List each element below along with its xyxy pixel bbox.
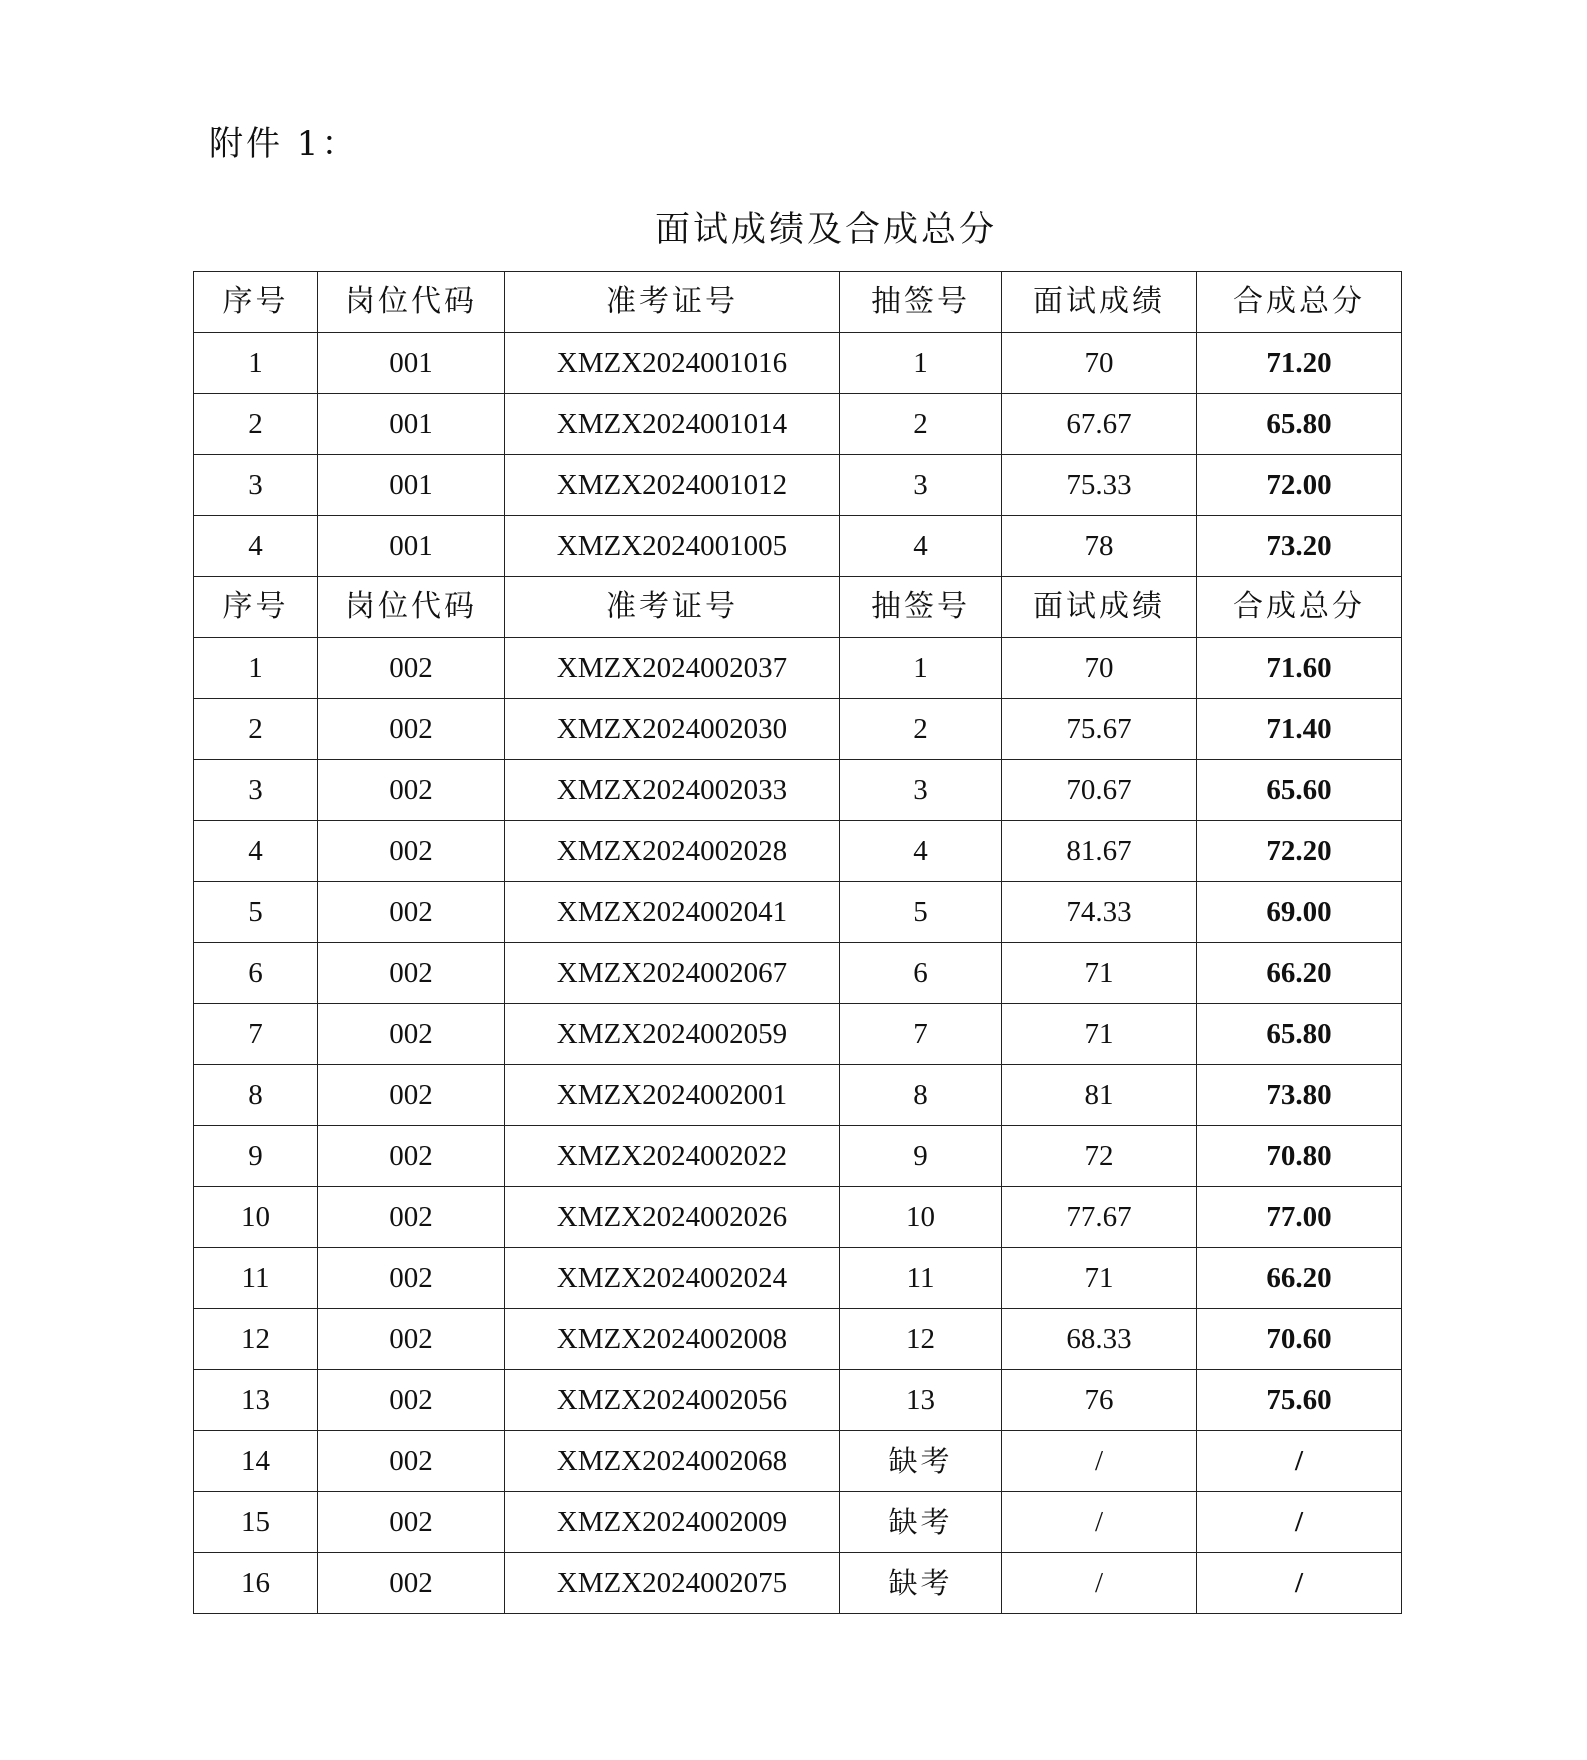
table-row (194, 1004, 1402, 1065)
lot-number-cell: 7 (840, 1004, 1002, 1065)
exam-id-cell: XMZX2024002001 (505, 1065, 840, 1126)
total-score-cell: 72.00 (1197, 455, 1402, 516)
exam-id-cell: XMZX2024002024 (505, 1248, 840, 1309)
total-score-cell: 65.80 (1197, 1004, 1402, 1065)
exam-id-cell: XMZX2024002022 (505, 1126, 840, 1187)
exam-id-cell: XMZX2024002030 (505, 699, 840, 760)
post-code-cell: 002 (318, 821, 505, 882)
table-row (194, 394, 1402, 455)
seq-cell: 4 (194, 516, 318, 577)
header-interview-score: 面试成绩 (1002, 577, 1197, 638)
total-score-cell: 66.20 (1197, 943, 1402, 1004)
table-row (194, 1431, 1402, 1492)
interview-score-cell: 71 (1002, 943, 1197, 1004)
interview-score-cell: 76 (1002, 1370, 1197, 1431)
interview-score-cell: 75.67 (1002, 699, 1197, 760)
post-code-cell: 002 (318, 1126, 505, 1187)
total-score-cell: 75.60 (1197, 1370, 1402, 1431)
exam-id-cell: XMZX2024002026 (505, 1187, 840, 1248)
table-row (194, 1065, 1402, 1126)
total-score-cell: 66.20 (1197, 1248, 1402, 1309)
total-score-cell: 70.80 (1197, 1126, 1402, 1187)
seq-cell: 1 (194, 333, 318, 394)
interview-score-cell: 70.67 (1002, 760, 1197, 821)
exam-id-cell: XMZX2024001012 (505, 455, 840, 516)
seq-cell: 2 (194, 699, 318, 760)
post-code-cell: 002 (318, 1004, 505, 1065)
lot-number-cell: 2 (840, 699, 1002, 760)
total-score-cell: 71.60 (1197, 638, 1402, 699)
post-code-cell: 002 (318, 1431, 505, 1492)
table-row (194, 333, 1402, 394)
total-score-cell: 71.20 (1197, 333, 1402, 394)
seq-cell: 12 (194, 1309, 318, 1370)
lot-number-cell: 缺考 (840, 1431, 1002, 1492)
exam-id-cell: XMZX2024002009 (505, 1492, 840, 1553)
interview-score-cell: 77.67 (1002, 1187, 1197, 1248)
seq-cell: 7 (194, 1004, 318, 1065)
lot-number-cell: 11 (840, 1248, 1002, 1309)
seq-cell: 11 (194, 1248, 318, 1309)
post-code-cell: 002 (318, 1553, 505, 1614)
post-code-cell: 002 (318, 1370, 505, 1431)
total-score-cell: 65.80 (1197, 394, 1402, 455)
total-score-cell: 65.60 (1197, 760, 1402, 821)
exam-id-cell: XMZX2024001014 (505, 394, 840, 455)
total-score-cell: 73.80 (1197, 1065, 1402, 1126)
lot-number-cell: 12 (840, 1309, 1002, 1370)
header-row (194, 272, 1402, 333)
post-code-cell: 002 (318, 699, 505, 760)
lot-number-cell: 3 (840, 760, 1002, 821)
interview-score-cell: 78 (1002, 516, 1197, 577)
seq-cell: 16 (194, 1553, 318, 1614)
header-lot-number: 抽签号 (840, 577, 1002, 638)
post-code-cell: 002 (318, 760, 505, 821)
exam-id-cell: XMZX2024002033 (505, 760, 840, 821)
exam-id-cell: XMZX2024002059 (505, 1004, 840, 1065)
table-row (194, 516, 1402, 577)
exam-id-cell: XMZX2024002028 (505, 821, 840, 882)
interview-score-cell: 71 (1002, 1248, 1197, 1309)
seq-cell: 2 (194, 394, 318, 455)
table-row (194, 821, 1402, 882)
interview-score-cell: 81.67 (1002, 821, 1197, 882)
lot-number-cell: 6 (840, 943, 1002, 1004)
table-row (194, 1309, 1402, 1370)
header-exam-id: 准考证号 (505, 272, 840, 333)
lot-number-cell: 1 (840, 638, 1002, 699)
table-row (194, 760, 1402, 821)
total-score-cell: 70.60 (1197, 1309, 1402, 1370)
table-row (194, 1248, 1402, 1309)
table-row (194, 455, 1402, 516)
seq-cell: 4 (194, 821, 318, 882)
post-code-cell: 002 (318, 1492, 505, 1553)
lot-number-cell: 2 (840, 394, 1002, 455)
header-total-score: 合成总分 (1197, 577, 1402, 638)
header-post-code: 岗位代码 (318, 577, 505, 638)
seq-cell: 10 (194, 1187, 318, 1248)
exam-id-cell: XMZX2024002068 (505, 1431, 840, 1492)
exam-id-cell: XMZX2024002067 (505, 943, 840, 1004)
post-code-cell: 002 (318, 1309, 505, 1370)
lot-number-cell: 8 (840, 1065, 1002, 1126)
exam-id-cell: XMZX2024002041 (505, 882, 840, 943)
total-score-cell: / (1197, 1431, 1402, 1492)
lot-number-cell: 10 (840, 1187, 1002, 1248)
lot-number-cell: 4 (840, 821, 1002, 882)
seq-cell: 5 (194, 882, 318, 943)
lot-number-cell: 缺考 (840, 1553, 1002, 1614)
exam-id-cell: XMZX2024002008 (505, 1309, 840, 1370)
exam-id-cell: XMZX2024002075 (505, 1553, 840, 1614)
lot-number-cell: 3 (840, 455, 1002, 516)
lot-number-cell: 9 (840, 1126, 1002, 1187)
total-score-cell: 69.00 (1197, 882, 1402, 943)
total-score-cell: 77.00 (1197, 1187, 1402, 1248)
header-seq: 序号 (194, 272, 318, 333)
header-total-score: 合成总分 (1197, 272, 1402, 333)
table-row (194, 638, 1402, 699)
table-row (194, 943, 1402, 1004)
post-code-cell: 002 (318, 943, 505, 1004)
seq-cell: 15 (194, 1492, 318, 1553)
post-code-cell: 001 (318, 333, 505, 394)
seq-cell: 9 (194, 1126, 318, 1187)
interview-score-cell: / (1002, 1431, 1197, 1492)
document-title: 面试成绩及合成总分 (654, 210, 997, 250)
post-code-cell: 001 (318, 394, 505, 455)
exam-id-cell: XMZX2024002056 (505, 1370, 840, 1431)
post-code-cell: 002 (318, 1065, 505, 1126)
attachment-label: 附件 1： (209, 124, 359, 164)
interview-score-cell: 71 (1002, 1004, 1197, 1065)
post-code-cell: 002 (318, 638, 505, 699)
table-row (194, 1553, 1402, 1614)
lot-number-cell: 13 (840, 1370, 1002, 1431)
interview-score-cell: 72 (1002, 1126, 1197, 1187)
interview-score-cell: 67.67 (1002, 394, 1197, 455)
post-code-cell: 002 (318, 882, 505, 943)
interview-score-cell: 81 (1002, 1065, 1197, 1126)
post-code-cell: 001 (318, 455, 505, 516)
total-score-cell: 71.40 (1197, 699, 1402, 760)
score-table-body (194, 272, 1402, 1614)
lot-number-cell: 4 (840, 516, 1002, 577)
header-interview-score: 面试成绩 (1002, 272, 1197, 333)
interview-score-cell: 74.33 (1002, 882, 1197, 943)
lot-number-cell: 1 (840, 333, 1002, 394)
post-code-cell: 002 (318, 1187, 505, 1248)
post-code-cell: 002 (318, 1248, 505, 1309)
seq-cell: 8 (194, 1065, 318, 1126)
table-row (194, 882, 1402, 943)
interview-score-cell: 70 (1002, 638, 1197, 699)
header-post-code: 岗位代码 (318, 272, 505, 333)
interview-score-cell: 75.33 (1002, 455, 1197, 516)
lot-number-cell: 缺考 (840, 1492, 1002, 1553)
total-score-cell: 72.20 (1197, 821, 1402, 882)
header-seq: 序号 (194, 577, 318, 638)
table-row (194, 1126, 1402, 1187)
seq-cell: 3 (194, 760, 318, 821)
header-exam-id: 准考证号 (505, 577, 840, 638)
seq-cell: 14 (194, 1431, 318, 1492)
total-score-cell: / (1197, 1492, 1402, 1553)
post-code-cell: 001 (318, 516, 505, 577)
interview-score-cell: 68.33 (1002, 1309, 1197, 1370)
score-table (193, 271, 1402, 1614)
seq-cell: 6 (194, 943, 318, 1004)
seq-cell: 3 (194, 455, 318, 516)
seq-cell: 1 (194, 638, 318, 699)
seq-cell: 13 (194, 1370, 318, 1431)
interview-score-cell: / (1002, 1492, 1197, 1553)
table-row (194, 1370, 1402, 1431)
table-row (194, 1492, 1402, 1553)
exam-id-cell: XMZX2024001005 (505, 516, 840, 577)
table-row (194, 1187, 1402, 1248)
total-score-cell: / (1197, 1553, 1402, 1614)
interview-score-cell: 70 (1002, 333, 1197, 394)
table-row (194, 699, 1402, 760)
exam-id-cell: XMZX2024002037 (505, 638, 840, 699)
total-score-cell: 73.20 (1197, 516, 1402, 577)
header-lot-number: 抽签号 (840, 272, 1002, 333)
interview-score-cell: / (1002, 1553, 1197, 1614)
lot-number-cell: 5 (840, 882, 1002, 943)
header-row (194, 577, 1402, 638)
exam-id-cell: XMZX2024001016 (505, 333, 840, 394)
